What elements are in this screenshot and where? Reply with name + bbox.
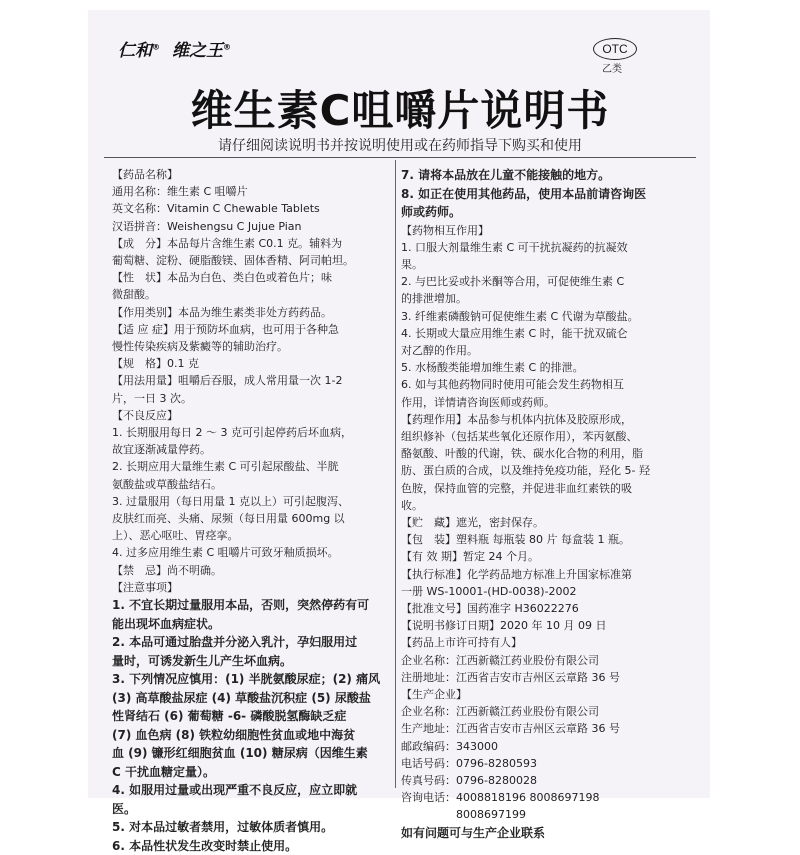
text-line: 果。	[401, 257, 423, 271]
text-line: 8. 如正在使用其他药品，使用本品前请咨询医	[401, 186, 647, 201]
text-line: 医。	[112, 801, 137, 816]
text-line: 汉语拼音：Weishengsu C Jujue Pian	[112, 219, 302, 233]
text-line: 【药品名称】	[112, 168, 178, 181]
text-line: 企业名称：江西新赣江药业股份有限公司	[401, 653, 599, 667]
text-line: 通用名称：维生素 C 咀嚼片	[112, 185, 248, 199]
text-line: 片，一日 3 次。	[112, 391, 192, 405]
text-line: 8008697199	[401, 808, 526, 822]
text-line: 企业名称：江西新赣江药业股份有限公司	[401, 705, 599, 719]
text-line: 1. 长期服用每日 2 ～ 3 克可引起停药后坏血病，	[112, 426, 352, 440]
left-column	[112, 166, 392, 855]
text-line: 生产地址：江西省吉安市吉州区云章路 36 号	[401, 722, 620, 736]
text-line: (7) 血色病 (8) 铁粒幼细胞性贫血或地中海贫	[112, 727, 356, 742]
weizhiwang-logo-text: 维之王	[172, 41, 223, 61]
text-line: 【药物相互作用】	[401, 223, 489, 237]
text-line: 【不良反应】	[112, 408, 178, 422]
text-line: 量时，可诱发新生儿产生坏血病。	[112, 653, 293, 668]
text-line: 【包 装】塑料瓶 每瓶装 80 片 每盒装 1 瓶。	[401, 533, 630, 547]
text-line: 作用，详情请咨询医师或药师。	[401, 395, 555, 409]
text-line: 如有问题可与生产企业联系	[401, 825, 546, 840]
text-line: 1. 不宜长期过量服用本品，否则，突然停药有可	[112, 598, 370, 613]
text-line: 注册地址：江西省吉安市吉州区云章路 36 号	[401, 670, 620, 684]
text-line: 2. 长期应用大量维生素 C 可引起尿酸盐、半胱	[112, 460, 339, 474]
text-line: 4. 过多应用维生素 C 咀嚼片可致牙釉质损坏。	[112, 546, 339, 560]
text-line: 肪、蛋白质的合成，以及维持免疫功能，羟化 5- 羟	[401, 464, 650, 478]
renhe-logo-text: 仁和	[118, 41, 152, 61]
text-line: 咨询电话：4008818196 8008697198	[401, 791, 600, 805]
text-line: 5. 水杨酸类能增加维生素 C 的排泄。	[401, 361, 584, 375]
text-line: 【成 分】本品每片含维生素 C0.1 克。辅料为	[112, 236, 343, 250]
text-line: 【药品上市许可持有人】	[401, 636, 522, 650]
text-line: 6. 如与其他药物同时使用可能会发生药物相互	[401, 378, 624, 392]
right-column	[401, 166, 683, 842]
otc-category: 乙类	[602, 64, 622, 75]
text-line: 酪氨酸、叶酸的代谢，铁、碳水化合物的利用，脂	[401, 447, 643, 461]
text-line: 【药理作用】本品参与机体内抗体及胶原形成，	[401, 412, 632, 426]
text-line: 英文名称：Vitamin C Chewable Tablets	[112, 202, 320, 216]
text-line: 一册 WS-10001-(HD-0038)-2002	[401, 584, 577, 598]
text-line: 3. 过量服用（每日用量 1 克以上）可引起腹泻、	[112, 494, 349, 508]
text-line: 的排泄增加。	[401, 292, 467, 306]
text-line: 4. 如服用过量或出现严重不良反应，应立即就	[112, 783, 358, 798]
text-line: 【作用类别】本品为维生素类非处方药药品。	[112, 305, 332, 319]
text-line: 【适 应 症】用于预防坏血病，也可用于各种急	[112, 322, 339, 336]
text-line: 3. 下列情况应慎用：(1) 半胱氨酸尿症；(2) 痛风	[112, 672, 381, 687]
text-line: 【执行标准】化学药品地方标准上升国家标准第	[401, 567, 632, 581]
text-line: 【性 状】本品为白色、类白色或着色片；味	[112, 271, 332, 285]
text-line: 2. 本品可通过胎盘并分泌入乳汁，孕妇服用过	[112, 635, 358, 650]
text-line: 故宜逐渐减量停药。	[112, 443, 211, 457]
text-line: 7. 请将本品放在儿童不能接触的地方。	[401, 168, 611, 182]
document-title: 维生素C咀嚼片说明书	[190, 86, 610, 135]
text-line: 对乙醇的作用。	[401, 343, 478, 357]
text-line: (3) 高草酸盐尿症 (4) 草酸盐沉积症 (5) 尿酸盐	[112, 690, 371, 705]
text-line: 血 (9) 镰形红细胞贫血 (10) 糖尿病（因维生素	[112, 746, 368, 761]
text-line: 葡萄糖、淀粉、硬脂酸镁、固体香精、阿司帕坦。	[112, 254, 354, 268]
text-line: 5. 对本品过敏者禁用，过敏体质者慎用。	[112, 820, 334, 835]
text-line: C 干扰血糖定量）。	[112, 764, 215, 779]
text-line: 色胺，保持血管的完整，并促进非血红素铁的吸	[401, 481, 632, 495]
text-line: 慢性传染疾病及紫癜等的辅助治疗。	[112, 340, 288, 354]
text-line: 【批准文号】国药准字 H36022276	[401, 601, 579, 615]
text-line: 师或药师。	[401, 205, 462, 219]
header-divider	[104, 157, 696, 158]
text-line: 【禁 忌】尚不明确。	[112, 563, 222, 577]
text-line: 【注意事项】	[112, 580, 178, 594]
text-line: 能出现坏血病症状。	[112, 616, 221, 631]
text-line: 微甜酸。	[112, 288, 156, 302]
text-line: 【生产企业】	[401, 687, 467, 701]
text-line: 性肾结石 (6) 葡萄糖 -6- 磷酸脱氢酶缺乏症	[112, 709, 347, 724]
text-line: 4. 长期或大量应用维生素 C 时，能干扰双硫仑	[401, 326, 628, 340]
otc-badge: OTC	[593, 38, 637, 60]
text-line: 皮肤红而亮、头痛、尿频（每日用量 600mg 以	[112, 512, 345, 526]
text-line: 【规 格】0.1 克	[112, 357, 199, 371]
text-line: 组织修补（包括某些氧化还原作用），苯丙氨酸、	[401, 429, 638, 443]
document-subtitle: 请仔细阅读说明书并按说明使用或在药师指导下购买和使用	[218, 138, 582, 154]
text-line: 【说明书修订日期】2020 年 10 月 09 日	[401, 619, 607, 633]
text-line: 1. 口服大剂量维生素 C 可干扰抗凝药的抗凝效	[401, 240, 628, 254]
column-divider	[395, 160, 396, 788]
text-line: 2. 与巴比妥或扑米酮等合用，可促使维生素 C	[401, 275, 625, 289]
text-line: 传真号码：0796-8280028	[401, 774, 537, 787]
text-line: 【有 效 期】暂定 24 个月。	[401, 550, 539, 564]
text-line: 【用法用量】咀嚼后吞服，成人常用量一次 1-2	[112, 374, 343, 388]
text-line: 上）、恶心呕吐、胃痉挛。	[112, 529, 239, 543]
text-line: 3. 纤维素磷酸钠可促使维生素 C 代谢为草酸盐。	[401, 309, 639, 323]
brand-logo: 仁和® 维之王®	[118, 41, 231, 61]
text-line: 6. 本品性状发生改变时禁止使用。	[112, 838, 298, 853]
text-line: 【贮 藏】遮光，密封保存。	[401, 515, 544, 529]
text-line: 电话号码：0796-8280593	[401, 756, 537, 770]
text-line: 收。	[401, 498, 423, 512]
text-line: 氨酸盐或草酸盐结石。	[112, 477, 222, 491]
text-line: 邮政编码：343000	[401, 739, 498, 753]
